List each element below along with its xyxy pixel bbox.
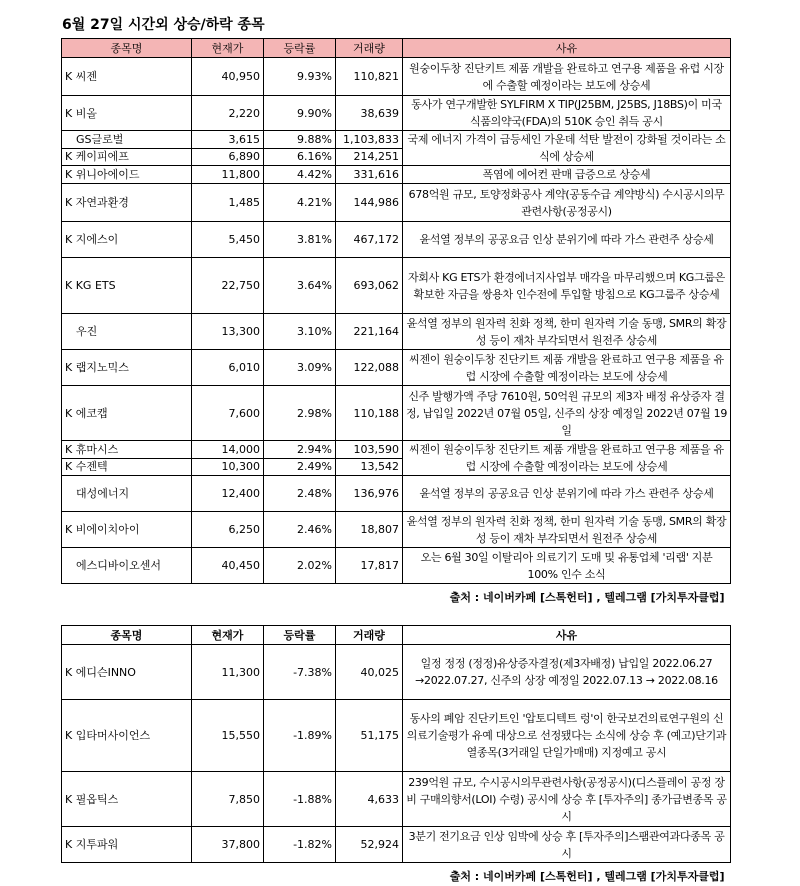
- reason-cell: 오는 6월 30일 이탈리아 의료기기 도매 및 유통업체 '리랩' 지분 100% 인수 소식: [403, 548, 731, 584]
- table-row: [62, 258, 731, 314]
- table-row: [62, 58, 731, 96]
- reason-cell: 3분기 전기요금 인상 임박에 상승 후 [투자주의]스팸관여과다종목 공시: [403, 827, 731, 863]
- price-cell: 7,850: [192, 772, 264, 827]
- table-row: [62, 131, 731, 149]
- price-cell: 15,550: [192, 700, 264, 772]
- price-cell: 14,000: [192, 441, 264, 459]
- volume-cell: 40,025: [336, 645, 403, 700]
- change-cell: 2.94%: [264, 441, 336, 459]
- change-cell: 4.21%: [264, 184, 336, 222]
- price-cell: 6,890: [192, 148, 264, 166]
- volume-cell: 51,175: [336, 700, 403, 772]
- reason-cell: 동사가 연구개발한 SYLFIRM X TIP(J25BM, J25BS, J18BS)이 미국 식품의약국(FDA)의 510K 승인 취득 공시: [403, 96, 731, 131]
- table-row: [62, 700, 731, 772]
- header-volume: 거래량: [336, 39, 403, 58]
- change-cell: 3.10%: [264, 314, 336, 350]
- change-cell: 3.81%: [264, 222, 336, 258]
- change-cell: -7.38%: [264, 645, 336, 700]
- table-row: [62, 96, 731, 131]
- header-reason: 사유: [403, 39, 731, 58]
- change-cell: 2.49%: [264, 458, 336, 476]
- volume-cell: 136,976: [336, 476, 403, 512]
- price-cell: 13,300: [192, 314, 264, 350]
- header-volume: 거래량: [336, 626, 403, 645]
- reason-cell: 윤석열 정부의 원자력 친화 정책, 한미 원자력 기술 동맹, SMR의 확장성 등이 재차 부각되면서 원전주 상승세: [403, 314, 731, 350]
- table-row: [62, 476, 731, 512]
- volume-cell: 13,542: [336, 458, 403, 476]
- volume-cell: 103,590: [336, 441, 403, 459]
- stock-name: K 지에스이: [62, 222, 192, 258]
- change-cell: 3.09%: [264, 350, 336, 386]
- rise-table: [61, 38, 731, 607]
- change-cell: -1.89%: [264, 700, 336, 772]
- reason-cell: 신주 발행가액 주당 7610원, 50억원 규모의 제3자 배정 유상증자 결정, 납입일 2022년 07월 05일, 신주의 상장 예정일 2022년 07월 19일: [403, 386, 731, 441]
- price-cell: 11,300: [192, 645, 264, 700]
- stock-name: K 수젠텍: [62, 458, 192, 476]
- change-cell: 9.93%: [264, 58, 336, 96]
- price-cell: 7,600: [192, 386, 264, 441]
- volume-cell: 52,924: [336, 827, 403, 863]
- volume-cell: 110,821: [336, 58, 403, 96]
- stock-name: K KG ETS: [62, 258, 192, 314]
- volume-cell: 144,986: [336, 184, 403, 222]
- reason-cell: 윤석열 정부의 공공요금 인상 분위기에 따라 가스 관련주 상승세: [403, 476, 731, 512]
- price-cell: 22,750: [192, 258, 264, 314]
- price-cell: 12,400: [192, 476, 264, 512]
- table-header-row: [62, 39, 731, 58]
- volume-cell: 221,164: [336, 314, 403, 350]
- stock-name: K 에디슨INNO: [62, 645, 192, 700]
- stock-name: K 랩지노믹스: [62, 350, 192, 386]
- stock-name: K 입타머사이언스: [62, 700, 192, 772]
- volume-cell: 1,103,833: [336, 131, 403, 149]
- price-cell: 40,450: [192, 548, 264, 584]
- price-cell: 1,485: [192, 184, 264, 222]
- price-cell: 2,220: [192, 96, 264, 131]
- table-row: [62, 166, 731, 184]
- reason-cell: 씨젠이 원숭이두창 진단키트 제품 개발을 완료하고 연구용 제품을 유럽 시장에 수출할 예정이라는 보도에 상승세: [403, 441, 731, 476]
- reason-cell: 윤석열 정부의 공공요금 인상 분위기에 따라 가스 관련주 상승세: [403, 222, 731, 258]
- table-row: [62, 314, 731, 350]
- fall-table: [61, 625, 731, 886]
- source-row: [62, 863, 731, 886]
- header-price: 현재가: [192, 626, 264, 645]
- table-row: [62, 350, 731, 386]
- volume-cell: 331,616: [336, 166, 403, 184]
- volume-cell: 467,172: [336, 222, 403, 258]
- reason-cell: 678억원 규모, 토양정화공사 계약(공동수급 계약방식) 수시공시의무관련사항(공정공시): [403, 184, 731, 222]
- header-change: 등락률: [264, 626, 336, 645]
- reason-cell: 원숭이두창 진단키트 제품 개발을 완료하고 연구용 제품을 유럽 시장에 수출할 예정이라는 보도에 상승세: [403, 58, 731, 96]
- header-price: 현재가: [192, 39, 264, 58]
- table-row: [62, 512, 731, 548]
- stock-name: K 지투파워: [62, 827, 192, 863]
- volume-cell: 4,633: [336, 772, 403, 827]
- price-cell: 6,250: [192, 512, 264, 548]
- table-row: [62, 772, 731, 827]
- volume-cell: 122,088: [336, 350, 403, 386]
- change-cell: 2.98%: [264, 386, 336, 441]
- price-cell: 37,800: [192, 827, 264, 863]
- header-name: 종목명: [62, 626, 192, 645]
- stock-name: 에스디바이오센서: [62, 548, 192, 584]
- table-row: [62, 386, 731, 441]
- header-change: 등락률: [264, 39, 336, 58]
- stock-name: K 케이피에프: [62, 148, 192, 166]
- volume-cell: 17,817: [336, 548, 403, 584]
- change-cell: 4.42%: [264, 166, 336, 184]
- volume-cell: 18,807: [336, 512, 403, 548]
- price-cell: 6,010: [192, 350, 264, 386]
- stock-name: K 자연과환경: [62, 184, 192, 222]
- reason-cell: 일정 정정 (정정)유상증자결정(제3자배정) 납입일 2022.06.27 →2022.07.27, 신주의 상장 예정일 2022.07.13 → 2022.08.16: [403, 645, 731, 700]
- source-note: 출처 : 네이버카페 [스톡헌터] , 텔레그램 [가치투자클럽]: [62, 584, 731, 608]
- reason-cell: 239억원 규모, 수시공시의무관련사항(공정공시)(디스플레이 공정 장비 구매의향서(LOI) 수령) 공시에 상승 후 [투자주의] 종가급변종목 공시: [403, 772, 731, 827]
- change-cell: 2.02%: [264, 548, 336, 584]
- table-row: [62, 222, 731, 258]
- stock-name: K 씨젠: [62, 58, 192, 96]
- stock-name: K 비올: [62, 96, 192, 131]
- table-header-row: [62, 626, 731, 645]
- change-cell: 2.48%: [264, 476, 336, 512]
- reason-cell: 폭염에 에어컨 판매 급증으로 상승세: [403, 166, 731, 184]
- price-cell: 10,300: [192, 458, 264, 476]
- stock-name: K 비에이치아이: [62, 512, 192, 548]
- reason-cell: 동사의 폐암 진단키트인 '압토디텍트 렁'이 한국보건의료연구원의 신의료기술평가 유예 대상으로 선정됐다는 소식에 상승 후 (예고)단기과열종목(3거래일 단일가매매) 지정예고 공시: [403, 700, 731, 772]
- table-row: [62, 184, 731, 222]
- table-row: [62, 827, 731, 863]
- table-row: [62, 548, 731, 584]
- reason-cell: 윤석열 정부의 원자력 친화 정책, 한미 원자력 기술 동맹, SMR의 확장성 등이 재차 부각되면서 원전주 상승세: [403, 512, 731, 548]
- change-cell: 2.46%: [264, 512, 336, 548]
- stock-name: 우진: [62, 314, 192, 350]
- change-cell: 9.88%: [264, 131, 336, 149]
- reason-cell: 씨젠이 원숭이두창 진단키트 제품 개발을 완료하고 연구용 제품을 유럽 시장에 수출할 예정이라는 보도에 상승세: [403, 350, 731, 386]
- change-cell: -1.82%: [264, 827, 336, 863]
- price-cell: 11,800: [192, 166, 264, 184]
- table-row: [62, 441, 731, 459]
- reason-cell: 자회사 KG ETS가 환경에너지사업부 매각을 마무리했으며 KG그룹은 확보한 자금을 쌍용차 인수전에 투입할 방침으로 KG그룹주 상승세: [403, 258, 731, 314]
- price-cell: 40,950: [192, 58, 264, 96]
- source-row: [62, 584, 731, 608]
- source-note: 출처 : 네이버카페 [스톡헌터] , 텔레그램 [가치투자클럽]: [62, 863, 731, 886]
- stock-name: 대성에너지: [62, 476, 192, 512]
- volume-cell: 110,188: [336, 386, 403, 441]
- stock-name: K 휴마시스: [62, 441, 192, 459]
- volume-cell: 214,251: [336, 148, 403, 166]
- volume-cell: 38,639: [336, 96, 403, 131]
- table-row: [62, 645, 731, 700]
- change-cell: 6.16%: [264, 148, 336, 166]
- stock-name: GS글로벌: [62, 131, 192, 149]
- volume-cell: 693,062: [336, 258, 403, 314]
- change-cell: 9.90%: [264, 96, 336, 131]
- stock-name: K 필옵틱스: [62, 772, 192, 827]
- price-cell: 3,615: [192, 131, 264, 149]
- stock-name: K 에코캡: [62, 386, 192, 441]
- stock-name: K 위니아에이드: [62, 166, 192, 184]
- header-reason: 사유: [403, 626, 731, 645]
- change-cell: -1.88%: [264, 772, 336, 827]
- reason-cell: 국제 에너지 가격이 급등세인 가운데 석탄 발전이 강화될 것이라는 소식에 상승세: [403, 131, 731, 166]
- price-cell: 5,450: [192, 222, 264, 258]
- change-cell: 3.64%: [264, 258, 336, 314]
- page-title: 6월 27일 시간외 상승/하락 종목: [62, 14, 265, 34]
- header-name: 종목명: [62, 39, 192, 58]
